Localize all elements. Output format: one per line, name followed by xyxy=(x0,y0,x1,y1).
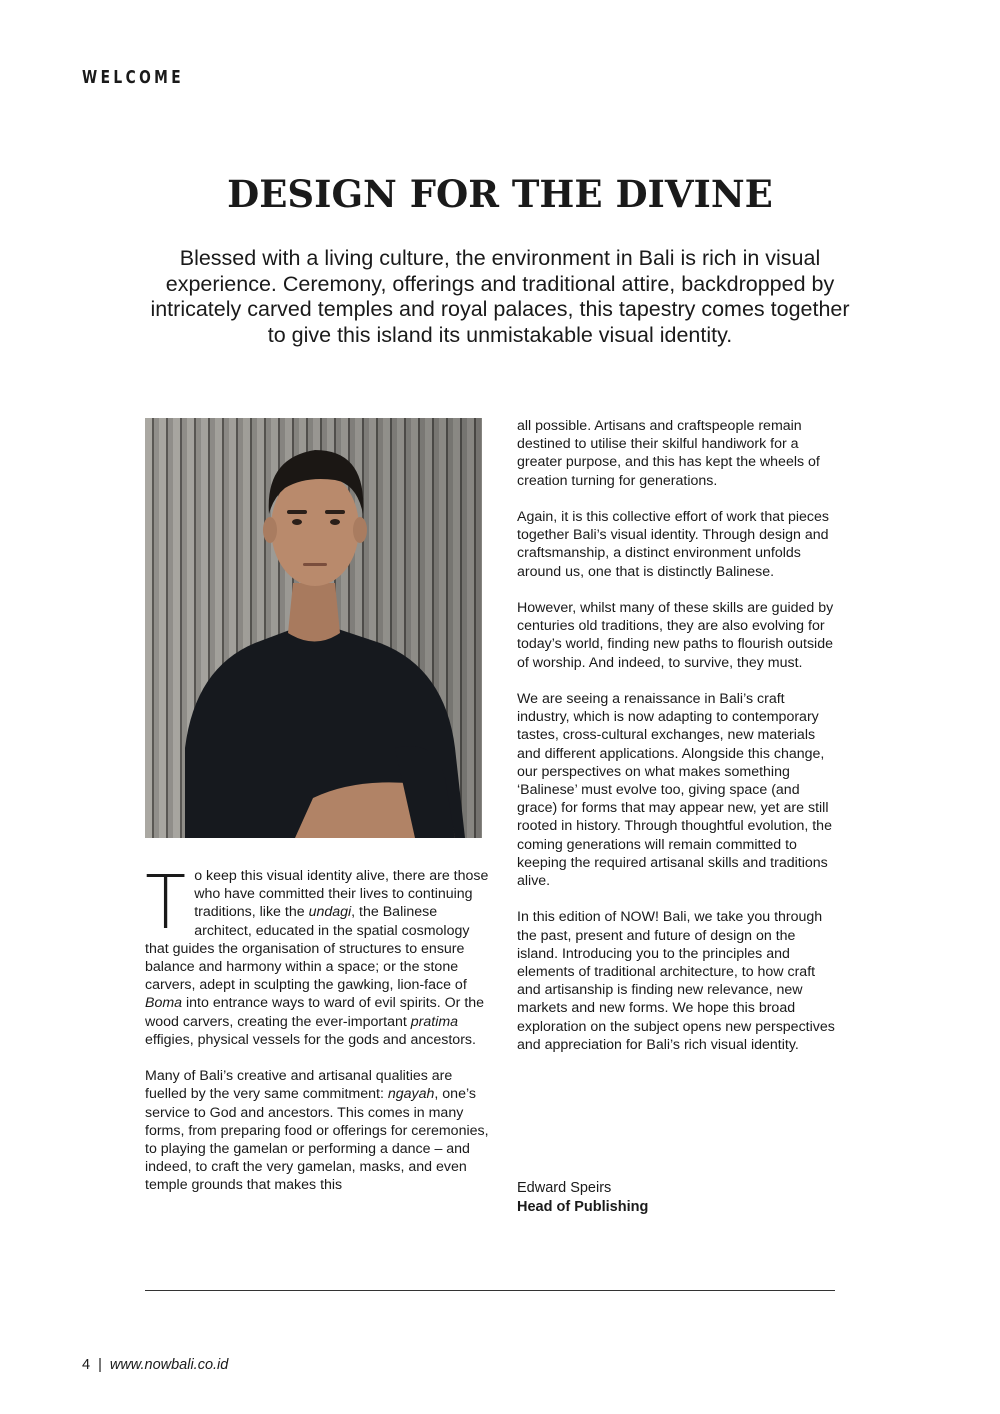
article-lede: Blessed with a living culture, the environment in Bali is rich in visual experience. Ceremony, offerings and traditional attire, backdropped by intricately carved temples and royal palaces, this tapestry comes together to give this island its unmistakable visual identity. xyxy=(150,246,850,347)
left-column xyxy=(145,860,490,1213)
section-label: WELCOME xyxy=(82,67,185,88)
author-name: Edward Speirs xyxy=(517,1180,612,1196)
dropcap: T xyxy=(145,860,186,946)
right-paragraph-2: Again, it is this collective effort of work that pieces together Bali’s visual identity. Through design and craftsmanship, a distinct environment unfolds around us, one that is distinctly Balinese. xyxy=(517,509,830,580)
author-role: Head of Publishing xyxy=(517,1198,649,1215)
website-link[interactable]: www.nowbali.co.id xyxy=(109,1357,229,1373)
right-paragraph-4: We are seeing a renaissance in Bali’s craft industry, which is now adapting to contemporary tastes, cross-cultural exchanges, new materials and different applications. Alongside this change, our perspectives on what makes something ‘Balinese’ must evolve too, giving space (and grace) for forms that may appear new, yet are still rooted in history. Through thoughtful evolution, the coming generations will remain committed to keeping the required artisanal skills and traditions alive. xyxy=(517,691,832,890)
text-run: Many of Bali’s creative and artisanal qualities are fuelled by the very same commitment: xyxy=(145,1068,453,1103)
right-paragraph-3: However, whilst many of these skills are guided by centuries old traditions, they are also evolving for today’s world, finding new paths to flourish outside of worship. And indeed, to survive, they must. xyxy=(517,600,834,671)
text-run: into entrance ways to ward of evil spirits. Or the wood carvers, creating the ever-important xyxy=(145,995,485,1030)
page-footer xyxy=(82,1357,228,1373)
signoff xyxy=(517,1179,648,1216)
left-paragraph-1 xyxy=(145,860,490,1049)
italic-term: pratima xyxy=(410,1013,459,1030)
right-paragraph-5: In this edition of NOW! Bali, we take you through the past, present and future of design on the island. Introducing you to the principles and elements of traditional architecture, to how craft and artisanship is finding new relevance, new markets and new forms. We hope this broad exploration on the subject opens new perspectives and appreciation for Bali’s rich visual identity. xyxy=(517,909,835,1053)
italic-term: undagi xyxy=(308,904,352,921)
footer-divider xyxy=(145,1290,835,1291)
portrait-illustration xyxy=(145,418,482,838)
text-run: , the Balinese architect, educated in the spatial cosmology that guides the organisation of structures to ensure balance and harmony within a space; or the stone carvers, adept in sculpting the gawking, lion-face of xyxy=(145,904,470,994)
portrait-photo xyxy=(145,418,482,838)
page-number: 4 xyxy=(82,1357,91,1373)
article-title: DESIGN FOR THE DIVINE xyxy=(227,172,773,216)
right-column xyxy=(517,417,837,1072)
text-run: effigies, physical vessels for the gods and ancestors. xyxy=(145,1031,476,1048)
text-run: , one’s service to God and ancestors. This comes in many forms, from preparing food or offerings for ceremonies, to playing the gamelan or performing a dance – and indeed, to craft the very gamelan, masks, and even temple grounds that makes this xyxy=(145,1086,489,1194)
right-paragraph-1: all possible. Artisans and craftspeople remain destined to utilise their skilful handiwork for a greater purpose, and this has kept the wheels of creation turning for generations. xyxy=(517,418,820,489)
text-run: o keep this visual identity alive, there are those who have committed their lives to continuing traditions, like the xyxy=(194,868,489,921)
italic-term: Boma xyxy=(145,995,183,1012)
footer-separator: | xyxy=(98,1357,102,1373)
left-paragraph-2 xyxy=(145,1067,490,1194)
italic-term: ngayah xyxy=(387,1086,435,1103)
